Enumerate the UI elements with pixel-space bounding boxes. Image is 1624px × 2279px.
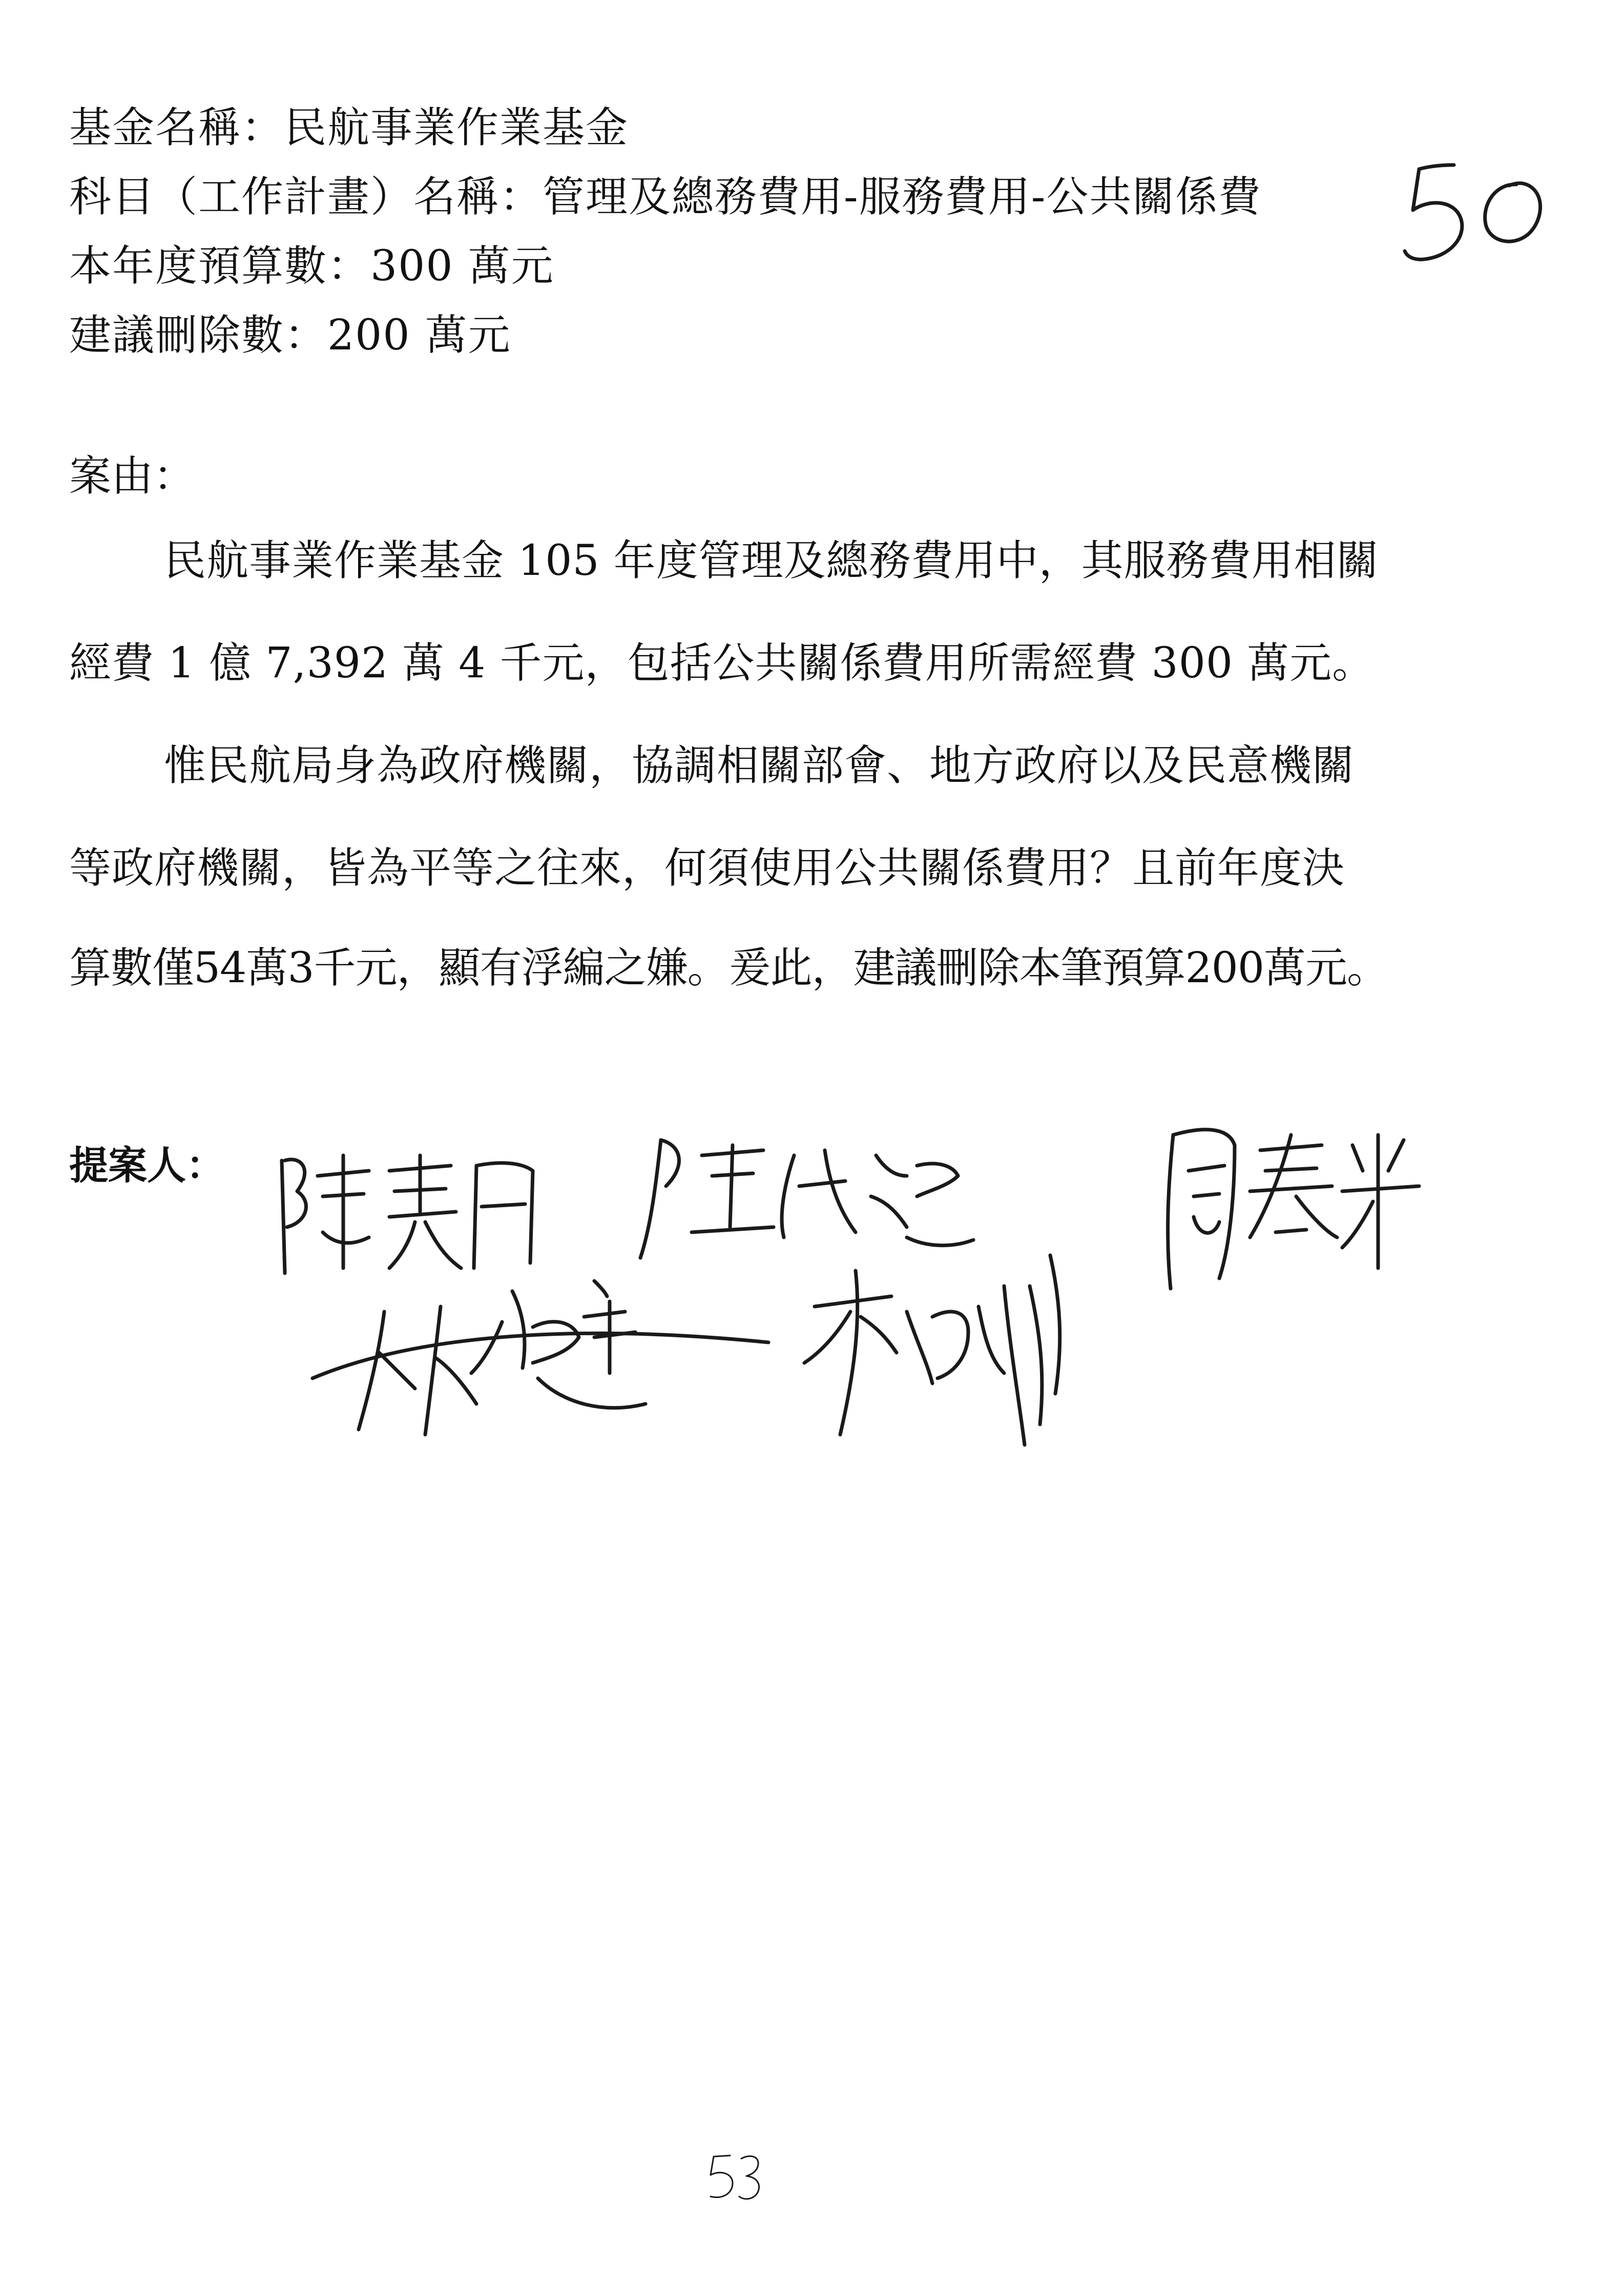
reason-label: 案由： xyxy=(69,452,196,501)
budget-line: 本年度預算數：300 萬元 xyxy=(69,242,554,291)
proposed-cut-line: 建議刪除數：200 萬元 xyxy=(69,311,511,360)
paragraph-2-line-1: 惟民航局身為政府機關，協調相關部會、地方政府以及民意機關 xyxy=(164,741,1355,790)
fund-name-line: 基金名稱：民航事業作業基金 xyxy=(69,103,629,152)
signature-5 xyxy=(799,1240,1086,1455)
handwritten-item-number xyxy=(1393,154,1563,272)
proposer-label: 提案人： xyxy=(69,1143,225,1188)
paragraph-2-line-3: 算數僅54萬3千元，顯有浮編之嫌。爰此，建議刪除本筆預算200萬元。 xyxy=(69,944,1389,992)
signature-3 xyxy=(1158,1114,1424,1299)
paragraph-1-line-1: 民航事業作業基金 105 年度管理及總務費用中，其服務費用相關 xyxy=(164,536,1379,585)
signature-4 xyxy=(307,1260,799,1445)
paragraph-2-line-2: 等政府機關，皆為平等之往來，何須使用公共關係費用？且前年度決 xyxy=(69,844,1345,893)
paragraph-1-line-2: 經費 1 億 7,392 萬 4 千元，包括公共關係費用所需經費 300 萬元。 xyxy=(69,639,1375,688)
item-name-line: 科目（工作計畫）名稱：管理及總務費用-服務費用-公共關係費 xyxy=(69,173,1262,221)
handwritten-page-number xyxy=(704,2149,766,2206)
